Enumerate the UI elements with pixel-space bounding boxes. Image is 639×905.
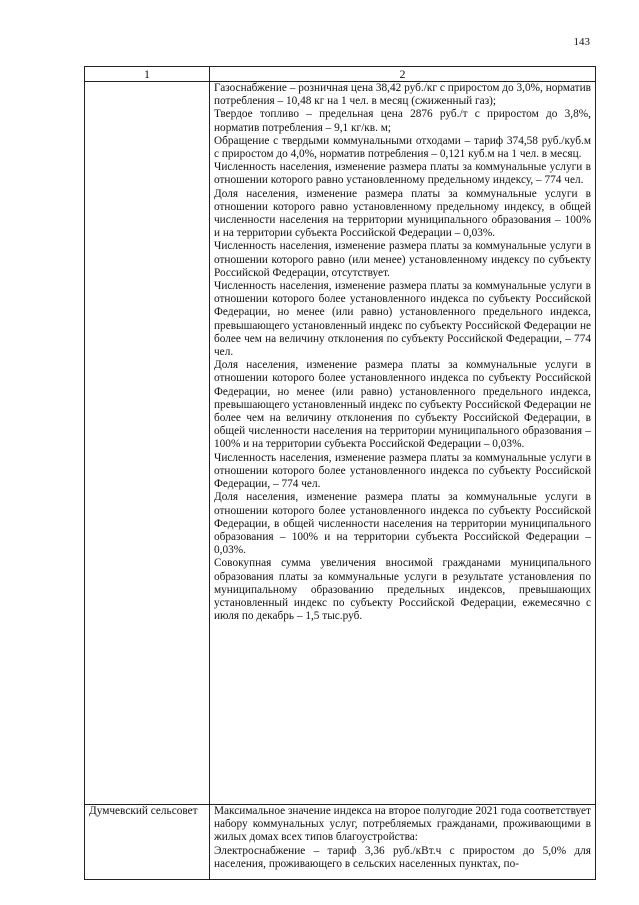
municipality-cell: [85, 82, 210, 805]
municipality-cell: Думчевский сельсовет: [85, 805, 210, 880]
paragraph: Газоснабжение – розничная цена 38,42 руб./кг с приростом до 3,0%, норматив потребления – 10,48 кг на 1 чел. в месяц (сжиженный газ);: [214, 82, 591, 108]
paragraph: Совокупная сумма увеличения вносимой гражданами муниципального образования платы за коммунальные услуги в результате установления по муниципальному образованию предельных индексов, превышающих установленный индекс по субъекту Российской Федерации, ежемесячно с июля по декабрь – 1,5 тыс.руб.: [214, 557, 591, 623]
cell-content: [214, 805, 591, 879]
table-row: [85, 805, 596, 880]
paragraph: Доля населения, изменение размера платы за коммунальные услуги в отношении которого более установленного индекса по субъекту Российской Федерации, но менее (или равно) установленного предельного индекса, превышающего установленный индекс по субъекту Российской Федерации не более чем на величину отклонения по субъекту Российской Федерации, в общей численности населения на территории муниципального образования – 100% и на территории субъекта Российской Федерации – 0,03%.: [214, 359, 591, 451]
column-header-1: 1: [85, 67, 210, 82]
page-number: 143: [573, 36, 590, 48]
table-row: [85, 82, 596, 805]
paragraph: Твердое топливо – предельная цена 2876 руб./т с приростом до 3,8%, норматив потребления – 9,1 кг/кв. м;: [214, 108, 591, 134]
paragraph: Доля населения, изменение размера платы за коммунальные услуги в отношении которого более установленного индекса по субъекту Российской Федерации, в общей численности населения на территории муниципального образования – 100% и на территории субъекта Российской Федерации – 0,03%.: [214, 491, 591, 557]
paragraph: Численность населения, изменение размера платы за коммунальные услуги в отношении которого равно (или менее) установленному индексу по субъекту Российской Федерации, отсутствует.: [214, 240, 591, 279]
description-cell: [210, 82, 596, 805]
column-header-2: 2: [210, 67, 596, 82]
paragraph: Численность населения, изменение размера платы за коммунальные услуги в отношении которого более установленного индекса по субъекту Российской Федерации, – 774 чел.: [214, 451, 591, 491]
description-cell: [210, 805, 596, 880]
paragraph: Электроснабжение – тариф 3,36 руб./кВт.ч с приростом до 5,0% для населения, проживающего в сельских населенных пунктах, по-: [214, 844, 591, 870]
paragraph: Численность населения, изменение размера платы за коммунальные услуги в отношении которого равно установленному предельному индексу, – 774 чел.: [214, 161, 591, 187]
paragraph: Численность населения, изменение размера платы за коммунальные услуги в отношении которого более установленного индекса по субъекту Российской Федерации, но менее (или равно) установленного предельного индекса, превышающего установленный индекс по субъекту Российской Федерации не более чем на величину отклонения по субъекту Российской Федерации, – 774 чел.: [214, 280, 591, 359]
table-header-row: [85, 67, 596, 82]
paragraph: Обращение с твердыми коммунальными отходами – тариф 374,58 руб./куб.м с приростом до 4,0%, норматив потребления – 0,121 куб.м на 1 чел. в месяц.: [214, 134, 591, 161]
paragraph: Доля населения, изменение размера платы за коммунальные услуги в отношении которого равно установленному предельному индексу, в общей численности населения на территории муниципального образования – 100% и на территории субъекта Российской Федерации – 0,03%.: [214, 187, 591, 240]
document-table: [84, 66, 596, 880]
paragraph: Максимальное значение индекса на второе полугодие 2021 года соответствует набору коммунальных услуг, потребляемых гражданами, проживающими в жилых домах всех типов благоустройства:: [214, 805, 591, 844]
